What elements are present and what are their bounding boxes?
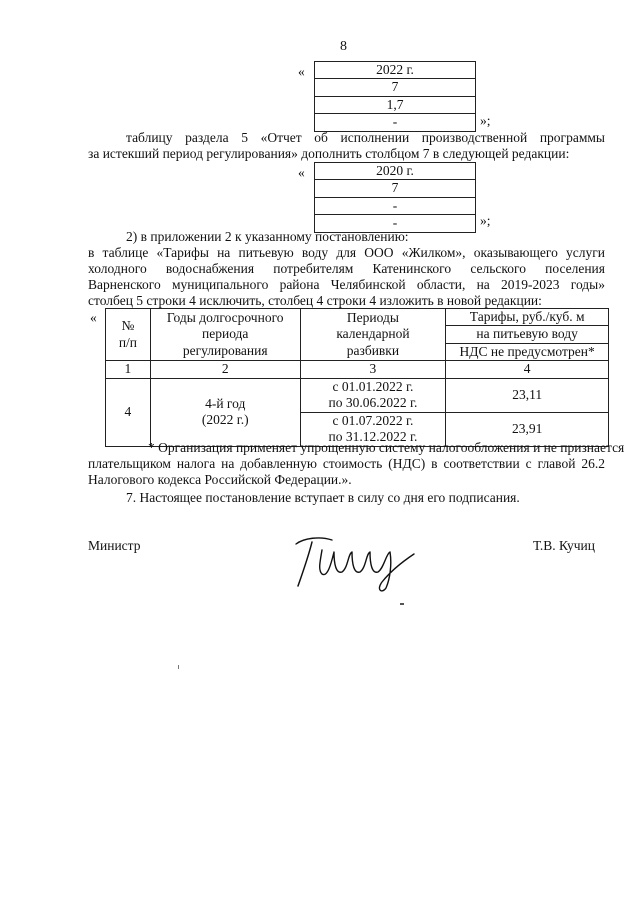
header-tariff-vat: НДС не предусмотрен* (446, 343, 609, 360)
header-periods: Периоды календарной разбивки (300, 309, 446, 361)
table2-close: »; (480, 213, 491, 228)
index-cell: 2 (150, 361, 300, 378)
row-period-2: с 01.07.2022 г. по 31.12.2022 г. (300, 412, 446, 446)
footnote-line1: * Организация применяет упрощенную систему налогообложения и не признается (148, 440, 625, 455)
table1-cell: 7 (315, 79, 476, 96)
year-table-1 (314, 61, 476, 132)
table2-open-quote: « (298, 165, 305, 180)
header-years: Годы долгосрочного периода регулирования (150, 309, 300, 361)
page-number: 8 (340, 39, 347, 54)
row-value-2: 23,91 (446, 412, 609, 446)
table3-open-quote: « (90, 310, 97, 325)
index-cell: 4 (446, 361, 609, 378)
paragraph3: 7. Настоящее постановление вступает в силу со дня его подписания. (126, 490, 520, 505)
paragraph2-line1: 2) в приложении 2 к указанному постановлению: (126, 229, 409, 244)
signatory-title: Министр (88, 538, 141, 553)
table2-cell: - (315, 197, 476, 214)
tariff-table (105, 308, 609, 447)
paragraph2-line3: холодного водоснабжения потребителям Катенинского сельского поселения (88, 261, 605, 276)
paragraph2-line4: Варненского муниципального района Челябинской области, на 2019-2023 годы» (88, 277, 605, 292)
paragraph2-line2: в таблице «Тарифы на питьевую воду для ООО «Жилком», оказывающего услуги (88, 245, 605, 260)
signatory-name: Т.В. Кучиц (533, 538, 596, 553)
paragraph2-line5: столбец 5 строки 4 исключить, столбец 4 строки 4 изложить в новой редакции: (88, 293, 542, 308)
scan-mark (400, 603, 404, 605)
table2-cell: 2020 г. (315, 163, 476, 180)
table2-cell: - (315, 215, 476, 232)
row-period-1: с 01.01.2022 г. по 30.06.2022 г. (300, 378, 446, 412)
header-num: № п/п (106, 309, 151, 361)
row-num: 4 (106, 378, 151, 446)
footnote-line3: Налогового кодекса Российской Федерации.». (88, 472, 352, 487)
paragraph1-line1: таблицу раздела 5 «Отчет об исполнении производственной программы (126, 130, 605, 145)
scan-mark (178, 665, 179, 669)
paragraph1-line2: за истекший период регулирования» дополнить столбцом 7 в следующей редакции: (88, 146, 570, 161)
table1-cell: 2022 г. (315, 62, 476, 79)
table1-cell: 1,7 (315, 96, 476, 113)
row-year: 4-й год (2022 г.) (150, 378, 300, 446)
table1-open-quote: « (298, 64, 305, 79)
row-value-1: 23,11 (446, 378, 609, 412)
table2-cell: 7 (315, 180, 476, 197)
year-table-2 (314, 162, 476, 233)
footnote-line2: плательщиком налога на добавленную стоимость (НДС) в соответствии с главой 26.2 (88, 456, 605, 471)
header-tariff-water: на питьевую воду (446, 326, 609, 343)
handwritten-signature (282, 524, 432, 594)
index-cell: 1 (106, 361, 151, 378)
table1-cell: - (315, 114, 476, 131)
index-cell: 3 (300, 361, 446, 378)
header-tariff: Тарифы, руб./куб. м (446, 309, 609, 326)
table1-close: »; (480, 113, 491, 128)
